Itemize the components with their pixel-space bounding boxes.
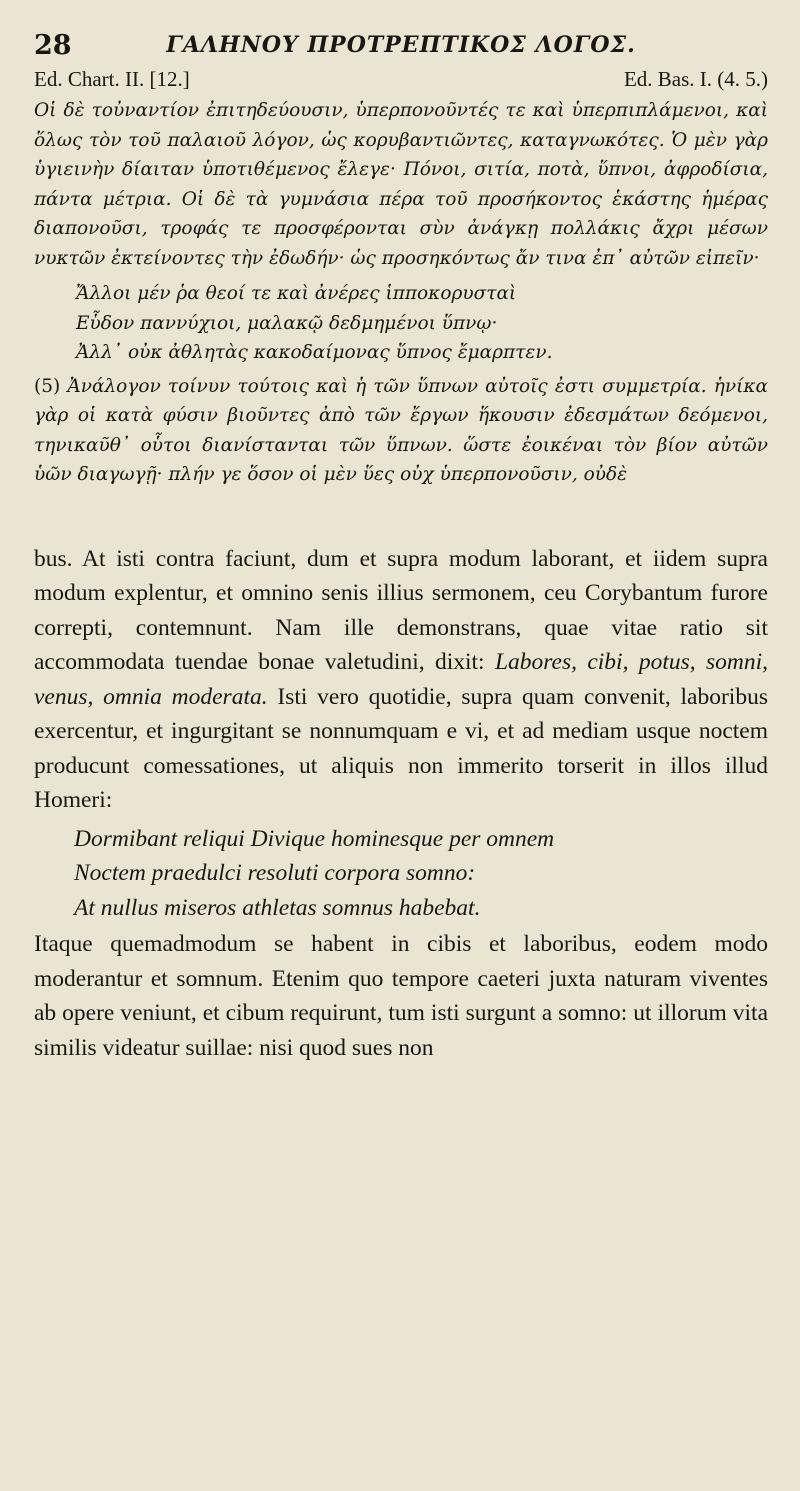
latin-quote-moderata: Labores, cibi, potus, somni, venus, omnia moderata. (34, 649, 768, 710)
edition-references (34, 66, 768, 92)
latin-paragraph-1-start: bus. At isti contra faciunt, dum et supra modum laborant, et iidem supra modum explentur, et omnino senis illius sermonem, ceu Corybantum furore correpti, contemnunt. Nam ille demonstrans, quae vitae ratio sit accommodata tuendae bonae valetudini, dixit: (34, 545, 768, 675)
greek-text-block (34, 96, 768, 490)
book-title: ΓΑΛΗΝΟΥ ΠΡΟΤΡΕΠΤΙΚΟΣ ΛΟΓΟΣ. (166, 32, 636, 58)
page-number: 28 (34, 30, 72, 61)
running-head (34, 22, 768, 66)
latin-verse-line-1: Dormibant reliqui Divique hominesque per omnem (74, 825, 555, 852)
latin-verse-line-2: Noctem praedulci resoluti corpora somno: (74, 860, 476, 886)
section-number: (5) (34, 375, 61, 397)
greek-paragraph-1: Οἱ δὲ τοὐναντίον ἐπιτηδεύουσιν, ὑπερπονοῦντές τε καὶ ὑπερπιπλάμενοι, καὶ ὅλως τὸν τοῦ παλαιοῦ λόγον, ὡς κορυβαντιῶντες, καταγνωκότες. Ὁ μὲν γὰρ ὑγιεινὴν δίαιταν ὑποτιθέμενος ἔλεγε· Πόνοι, σιτία, ποτὰ, ὕπνοι, ἀφροδίσια, πάντα μέτρια. Οἱ δὲ τὰ γυμνάσια πέρα τοῦ προσήκοντος ἑκάστης ἡμέρας διαπονοῦσι, τροφάς τε προσφέρονται σὺν ἀνάγκῃ πολλάκις ἄχρι μέσων νυκτῶν ἐκτείνοντες τὴν ἐδωδήν· ὡς προσηκόντως ἄν τινα ἐπ᾽ αὐτῶν εἰπεῖν· (34, 100, 768, 269)
greek-verse-quote (76, 279, 768, 368)
greek-paragraph-2-text: Ἀνάλογον τοίνυν τούτοις καὶ ἡ τῶν ὕπνων αὐτοῖς ἐστι συμμετρία. ἡνίκα γὰρ οἱ κατὰ φύσιν βιοῦντες ἀπὸ τῶν ἔργων ἥκουσιν ἐδεσμάτων δεόμενοι, τηνικαῦθ᾽ οὗτοι διανίστανται τῶν ὕπνων. ὥστε ἐοικέναι τὸν βίον αὐτῶν ὑῶν διαγωγῇ· πλήν γε ὅσον οἱ μὲν ὕες οὐχ ὑπερπονοῦσιν, οὐδὲ (34, 375, 768, 485)
latin-verse-line-3: At nullus miseros athletas somnus habebat. (74, 894, 481, 921)
column-gap (34, 490, 768, 542)
greek-verse-line-1: Ἄλλοι μέν ῥα θεοί τε καὶ ἀνέρες ἱπποκορυσταὶ (76, 283, 517, 304)
latin-paragraph-2: Itaque quemadmodum se habent in cibis et laboribus, eodem modo moderantur et somnum. Etenim quo tempore caeteri juxta naturam viventes ab opere veniunt, et cibum requirunt, tum isti surgunt a somno: ut illorum vita similis videatur suillae: nisi quod sues non (34, 931, 768, 1061)
latin-verse-quote (74, 822, 768, 926)
edition-basel-ref: Ed. Bas. I. (4. 5.) (623, 67, 768, 91)
latin-text-block (34, 542, 768, 1066)
greek-paragraph-2 (34, 372, 768, 490)
greek-verse-line-3: Ἀλλ᾽ οὐκ ἀθλητὰς κακοδαίμονας ὕπνος ἔμαρπτεν. (76, 342, 553, 363)
latin-paragraph-1 (34, 542, 768, 818)
edition-chartier-ref: Ed. Chart. II. [12.] (34, 67, 190, 91)
greek-verse-line-2: Εὗδον παννύχιοι, μαλακῷ δεδμημένοι ὕπνῳ· (76, 312, 498, 334)
latin-paragraph-1-end: Isti vero quotidie, supra quam convenit, laboribus exercentur, et ingurgitant se nonnumquam e vi, et ad mediam usque noctem producunt comessationes, ut aliquis non immerito torserit in illos illud Homeri: (34, 683, 768, 813)
